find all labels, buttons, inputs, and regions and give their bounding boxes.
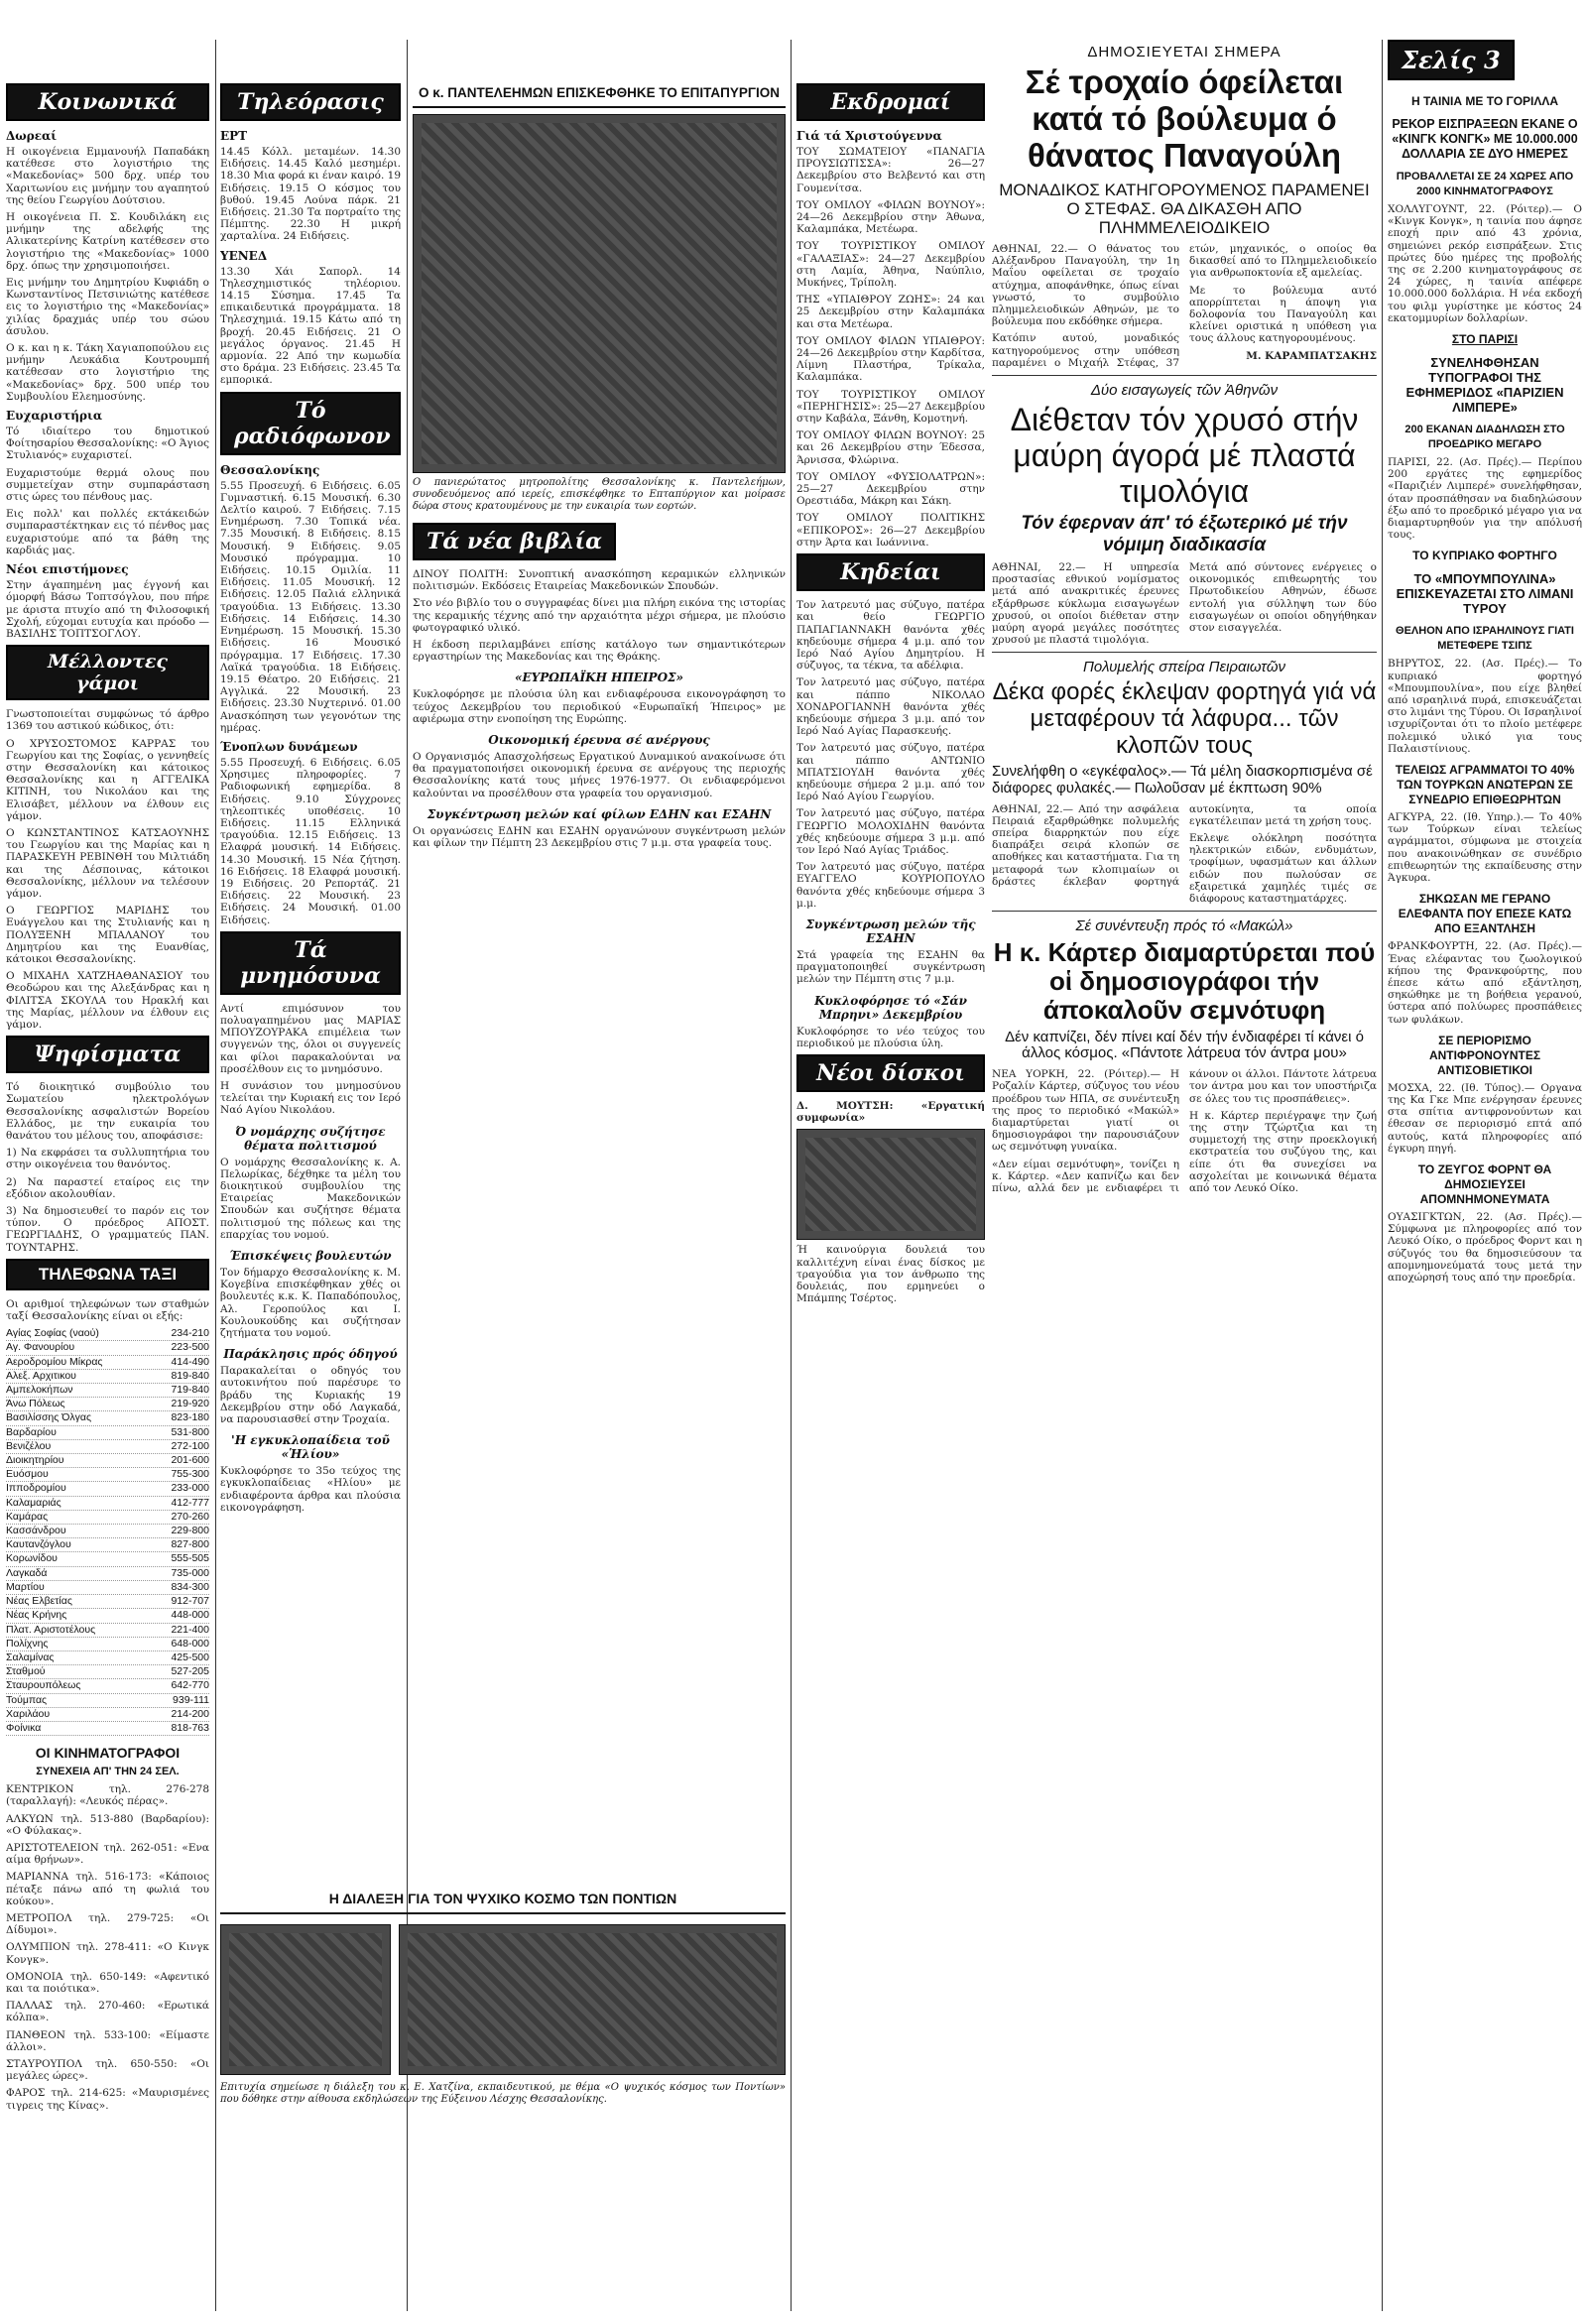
paragraph: ΑΡΙΣΤΟΤΕΛΕΙΟΝ τηλ. 262-051: «Ενα αίμα θρήνων». [6, 1841, 209, 1867]
taxi-station-name: Λαγκαδά [6, 1566, 48, 1579]
section-header-excursions: Εκδρομαί [796, 83, 985, 121]
paragraph: ΝΕΑ ΥΟΡΚΗ, 22. (Ρόιτερ).— Η Ροζαλίν Κάρτερ, σύζυγος του νέου προέδρου των ΗΠΑ, σε συνέντευξη της προς το περιοδικό «Μακώλ» διαμαρτύρεται γιατί οι δημοσιογράφοι την παρουσιάζουν ως σεμνότυφη γυναίκα. [992, 1068, 1179, 1154]
taxi-row [6, 1679, 209, 1693]
paragraph: Αντί επιμόσυνον του πολυαγαπημένου μας ΜΑΡΙΑΣ ΜΠΟΥΖΟΥΡΑΚΑ επιμέλεια των συγγενών της, όλοι οι συγγενείς και φίλοι παρακαλούνται να προσέλθουν εις το μνημόσυνο. [220, 1002, 401, 1075]
photo-audience [399, 1924, 786, 2075]
paragraph: ΑΘΗΝΑΙ, 22.— Ο θάνατος του Αλέξανδρου Παναγούλη, την 1η Μαΐου οφείλεται σε τροχαίο ατύχημα, αποφάνθηκε, όπως είναι γνωστό, το συμβούλιο πλημμελειοδικών Αθηνών, με το βούλευμα που εκδόθηκε σήμερα. [992, 242, 1179, 328]
taxi-phone: 272-100 [171, 1439, 209, 1452]
paragraph: Τον λατρευτό μας σύζυγο, πατέρα και πάππο ΝΙΚΟΛΑΟ ΧΟΝΔΡΟΓΙΑΝΝΗ θανόντα χθές κηδεύουμε σήμερα 3 μ.μ. από τον Ιερό Ναό Αγίας Παρασκευής. [796, 676, 985, 738]
photo-caption: Επιτυχία σημείωσε η διάλεξη του κ. Ε. Χατζίνα, εκπαιδευτικού, με θέμα «Ο ψυχικός κόσμος των Ποντίων» που δόθηκε στην αίθουσα εκδηλώσεων της Εύξεινου Λέσχης Θεσσαλονίκης. [220, 2082, 786, 2105]
brief-subhead: ΘΕΛΗΟΝ ΑΠΟ ΙΣΡΑΗΛΙΝΟΥΣ ΓΙΑΤΙ ΜΕΤΕΦΕΡΕ ΤΣΙΠΣ [1396, 625, 1574, 653]
photo-metropolitan [413, 114, 786, 473]
section-header-tv: Τηλεόρασις [220, 83, 401, 121]
banner-pantelehmon: Ο κ. ΠΑΝΤΕΛΕΗΜΩΝ ΕΠΙΣΚΕΦΘΗΚΕ ΤΟ ΕΠΙΤΑΠΥΡΓΙΟΝ [413, 79, 786, 108]
taxi-row [6, 1538, 209, 1552]
paragraph: Ο ΓΕΩΡΓΙΟΣ ΜΑΡΙΔΗΣ του Ευάγγελου και της Στυλιανής και η ΠΟΛΥΞΕΝΗ ΜΠΑΛΑΝΟΥ του Δημητρίου και της Ευανθίας, κάτοικοι Θεσσαλονίκης. [6, 905, 209, 965]
column-rule [791, 40, 792, 2311]
section-header-social: Κοινωνικά [6, 83, 209, 121]
taxi-row [6, 1525, 209, 1538]
brief-headline: ΤΟ ΖΕΥΓΟΣ ΦΟΡΝΤ ΘΑ ΔΗΜΟΣΙΕΥΣΕΙ ΑΠΟΜΝΗΜΟΝΕΥΜΑΤΑ [1417, 1162, 1552, 1206]
taxi-phone: 229-800 [171, 1525, 209, 1537]
taxi-row [6, 1482, 209, 1496]
taxi-station-name: Καλαμαριάς [6, 1496, 61, 1509]
byline: Μ. ΚΑΡΑΜΠΑΤΣΑΚΗΣ [1246, 349, 1377, 362]
paragraph: Ο Οργανισμός Απασχολήσεως Εργατικού Δυναμικού ανακοίνωσε ότι θα πραγματοποιήσει οικονομική έρευνα σε ανέργους της περιοχής Θεσσαλονίκης κατά τους μήνες 1976-1977. Οι ενδιαφερόμενοι καλούνται να προσέλθουν στα γραφεία του οργανισμού. [413, 751, 786, 799]
taxi-row [6, 1384, 209, 1398]
taxi-station-name: Διοικητηρίου [6, 1454, 64, 1467]
paragraph: 3) Να δημοσιευθεί το παρόν εις τον τύπον. Ο πρόεδρος ΑΠΟΣΤ. ΓΕΩΡΓΙΑΔΗΣ, Ο γραμματεύς ΠΑΝ. ΤΟΥΝΤΑΡΗΣ. [6, 1205, 209, 1254]
taxi-station-name: Χαριλάου [6, 1707, 51, 1720]
taxi-station-name: Κασσάνδρου [6, 1525, 66, 1537]
paragraph: ΤΟΥ ΟΜΙΛΟΥ ΠΟΛΙΤΙΚΗΣ «ΕΠΙΚΟΡΟΣ»: 26—27 Δεκεμβρίου στην Άρτα και Ιωάννινα. [796, 512, 985, 549]
column-briefs [1388, 40, 1582, 2316]
taxi-phone: 412-777 [171, 1496, 209, 1509]
taxi-station-name: Αλεξ. Αρχιτικου [6, 1369, 76, 1382]
photo-caption: Ο πανιερώτατος μητροπολίτης Θεσσαλονίκης κ. Παντελεήμων, συνοδευόμενος από ιερείς, επισκέφθηκε το Επταπύργιον και μοίρασε δώρα στους κρατουμένους με την ευκαιρία των εορτών. [413, 477, 786, 512]
heading-nomarchis: Ό νομάρχης συζήτησε θέματα πολιτισμού [235, 1124, 386, 1153]
taxi-phone: 648-000 [171, 1637, 209, 1650]
paragraph: ΦΡΑΝΚΦΟΥΡΤΗ, 22. (Ασ. Πρές).— Ένας ελέφαντας του ζωολογικού κήπου της Φρανκφούρτης, που έπεσε κάτω από εξάντληση, σηκώθηκε με τη βοήθεια γερανού, ύστερα από πολύωρες προσπάθειες των φυλάκων. [1388, 940, 1582, 1026]
paragraph: Ο ΧΡΥΣΟΣΤΟΜΟΣ ΚΑΡΡΑΣ του Γεωργίου και της Σοφίας, ο γεννηθείς στην Θεσσαλονίκη και κάτοικος Θεσσαλονίκης και η ΑΓΓΕΛΙΚΑ ΚΙΤΙΝΗ, του Νικολάου και της Ελισάβετ, μέλλουν να έλθουν εις γάμον. [6, 737, 209, 822]
taxi-row [6, 1426, 209, 1440]
taxi-station-name: Αεροδρομίου Μίκρας [6, 1355, 103, 1368]
paragraph: Ο κ. και η κ. Τάκη Χαγιαποπούλου εις μνήμην Λευκάδια Κουτρουμπή κατέθεσαν στο λογιστήριο της «Μακεδονίας» δρχ. 500 υπέρ του Συμβουλίου Ελεημοσύνης. [6, 342, 209, 403]
brief-title: Η ΤΑΙΝΙΑ ΜΕ ΤΟ ΓΟΡΙΛΛΑ [1410, 94, 1559, 108]
column-books [413, 79, 786, 1880]
taxi-row [6, 1398, 209, 1411]
paragraph: ΤΟΥ ΟΜΙΛΟΥ «ΦΙΛΩΝ ΒΟΥΝΟΥ»: 24—26 Δεκεμβρίου στην Άθωνα, Καλαμπάκα, Μετέωρα. [796, 198, 985, 236]
heading-esahn: Συγκέντρωση μελών τῆς ΕΣΑΗΝ [805, 917, 976, 945]
section-header-resolutions: Ψηφίσματα [6, 1036, 209, 1073]
taxi-row [6, 1708, 209, 1722]
taxi-station-name: Πολίχνης [6, 1637, 49, 1650]
brief-subhead: 200 ΕΚΑΝΑΝ ΔΙΑΔΗΛΩΣΗ ΣΤΟ ΠΡΟΕΔΡΙΚΟ ΜΕΓΑΡΟ [1404, 424, 1565, 451]
taxi-station-name: Πλατ. Αριστοτέλους [6, 1623, 96, 1636]
paragraph: ΜΑΡΙΑΝΝΑ τηλ. 516-173: «Κάποιος πέταξε πάνω από τη φωλιά του κούκου». [6, 1871, 209, 1907]
paragraph: ΚΕΝΤΡΙΚΟΝ τηλ. 276-278 (ταραλλαγή): «Λευκός πέρας». [6, 1783, 209, 1808]
paragraph: Εις μνήμην του Δημητρίου Κυφιάδη ο Κωνσταντίνος Πετσινιώτης κατέθεσε εις το λογιστήριο της «Μακεδονίας» χιλίας δραχμάς υπέρ του σώου άσυλου. [6, 277, 209, 337]
kicker: Πολυμελής σπείρα Πειραιωτῶν [1082, 659, 1286, 676]
taxi-station-name: Άνω Πόλεως [6, 1398, 65, 1410]
taxi-phone: 234-210 [171, 1327, 209, 1340]
taxi-phone: 233-000 [171, 1482, 209, 1495]
paragraph: Στην άγαπημένη μας έγγονή και όμορφή Βάσω Τοπτσόγλου, που πήρε με άριστα πτυχίο από τη Φιλοσοφική Σχολή, εύχομαι ευτυχία και πρόοδο — ΒΑΣΙΛΗΣ ΤΟΠΤΣΟΓΛΟΥ. [6, 579, 209, 640]
taxi-station-name: Αγ. Φανουρίου [6, 1341, 75, 1354]
paragraph: ΑΘΗΝΑΙ, 22.— Η υπηρεσία προστασίας εθνικού νομίσματος μετά από ανακριτικές έρευνες εξάρθρωσε κύκλωμα εισαγωγέων χρυσού, οι οποίοι διέθεταν στην μαύρη αγορά μεγάλες ποσότητες χρυσού με πλαστά τιμολόγια. [992, 561, 1179, 647]
taxi-row [6, 1454, 209, 1468]
paragraph: Δ. ΜΟΥΤΣΗ: «Εργατική συμφωνία» [796, 1099, 985, 1125]
paragraph: Τον λατρευτό μας σύζυγο, πατέρα και θείο ΓΕΩΡΓΙΟ ΠΑΠΑΓΙΑΝΝΑΚΗ θανόντα χθές κηδεύουμε σήμερα 4 μ.μ. από τον Ιερό Ναό Αγίου Δημητρίου. Η σύζυγος, τα τέκνα, τα αδέλφια. [796, 599, 985, 673]
taxi-phone: 642-770 [171, 1679, 209, 1692]
taxi-station-name: Αγίας Σοφίας (ναού) [6, 1327, 99, 1340]
headline-thieves: Δέκα φορές έκλεψαν φορτηγά γιά νά μεταφέρουν τά λάφυρα... τῶν κλοπῶν τους [992, 678, 1377, 760]
paragraph: Κατόπιν αυτού, μοναδικός κατηγορούμενος στην υπόθεση παραμένει ο Μιχαήλ Στέφας, 37 ετών, μηχανικός, ο οποίος θα δικασθεί από το Πλημμελειοδικείο για ανθρωποκτονία εξ αμελείας. [992, 242, 1377, 369]
taxi-row [6, 1468, 209, 1482]
paragraph: ΦΑΡΟΣ τηλ. 214-625: «Μαυρισμένες τιγρεις της Κίνας». [6, 2087, 209, 2112]
paragraph: ΑΛΚΥΩΝ τηλ. 513-880 (Βαρδαρίου): «Ο Φύλακας». [6, 1812, 209, 1837]
taxi-phone: 939-111 [173, 1693, 209, 1706]
taxi-phone: 425-500 [171, 1651, 209, 1663]
taxi-row [6, 1581, 209, 1595]
paragraph: ΤΟΥ ΣΩΜΑΤΕΙΟΥ «ΠΑΝΑΓΙΑ ΠΡΟΥΣΙΩΤΙΣΣΑ»: 26—27 Δεκεμβρίου στο Βελβεντό και στη Γουμενίτσα. [796, 146, 985, 194]
taxi-row [6, 1497, 209, 1511]
paragraph: ΑΘΗΝΑΙ, 22.— Από την ασφάλεια Πειραιά εξαρθρώθηκε πολυμελής σπείρα διαρρηκτών που είχε διαπράξει σειρά κλοπών σε αποθήκες και καταστήματα. Για τη μεταφορά των κλοπιμαίων οι δράστες έκλεβαν φορτηγά αυτοκίνητα, τα οποία εγκατέλειπαν μετά τη χρήση τους. [992, 802, 1377, 888]
paragraph: Η έκδοση περιλαμβάνει επίσης κατάλογο των σημαντικότερων εργαστηρίων της Μακεδονίας και της Θράκης. [413, 639, 786, 664]
paragraph: Με το βούλευμα αυτό απορρίπτεται η άποψη για δολοφονία του Παναγούλη και κλείνει οριστικά η υπόθεση για τους άλλους κατηγορουμένους. [1189, 284, 1377, 345]
taxi-station-name: Καυτανζόγλου [6, 1538, 71, 1551]
paragraph: ΠΑΝΘΕΟΝ τηλ. 533-100: «Είμαστε άλλοι». [6, 2028, 209, 2053]
paragraph: Κυκλοφόρησε το νέο τεύχος του περιοδικού με πλούσια ύλη. [796, 1025, 985, 1049]
paragraph: Τό διοικητικό συμβούλιο του Σωματείου ηλεκτρολόγων Θεσσαλονίκης ασφαλιστών Βορείου Ελλάδος, με την ευκαιρία του θανάτου του μέλους του, αποφάσισε: [6, 1081, 209, 1142]
taxi-phone: 735-000 [171, 1566, 209, 1579]
paragraph: Κυκλοφόρησε το 35ο τεύχος της εγκυκλοπαίδειας «Ηλίου» με ενδιαφέροντα άρθρα και πλούσια εικονογράφηση. [220, 1465, 401, 1514]
paragraph: ΟΥΑΣΙΓΚΤΩΝ, 22. (Ασ. Πρές).— Σύμφωνα με πληροφορίες από τον Λευκό Οίκο, ο πρόεδρος Φορντ και η σύζυγός του θα δημοσιεύσουν τα απομνημονεύματά τους μετά την αποχώρησή τους από την προεδρία. [1388, 1210, 1582, 1284]
taxi-station-name: Βαρδαρίου [6, 1425, 57, 1438]
section-header-cinemas: ΟΙ ΚΙΝΗΜΑΤΟΓΡΑΦΟΙ [35, 1745, 181, 1762]
heading-eucharist: Ευχαριστήρια [6, 409, 103, 424]
paragraph: Ευχαριστούμε θερμά ολους που συμμετείχαν στην συμπαράσταση στις ώρες του πένθους μας. [6, 466, 209, 504]
column-social [6, 79, 209, 2316]
taxi-phone: 221-400 [171, 1623, 209, 1636]
taxi-row [6, 1567, 209, 1581]
section-header-books: Τά νέα βιβλία [413, 523, 616, 560]
taxi-row [6, 1665, 209, 1679]
taxi-phone: 448-000 [171, 1609, 209, 1622]
taxi-row [6, 1624, 209, 1638]
photo-record-cover [796, 1129, 985, 1240]
paragraph: ΤΟΥ ΟΜΙΛΟΥ ΦΙΛΩΝ ΒΟΥΝΟΥ: 25 και 26 Δεκεμβρίου στην Έδεσσα, Άρνισσα, Φλώρινα. [796, 429, 985, 466]
headline-panagoulis: Σέ τροχαίο όφείλεται κατά τό βούλευμα ό θάνατος Παναγούλη [1025, 63, 1344, 174]
heading-european: «ΕΥΡΩΠΑΪΚΗ ΗΠΕΙΡΟΣ» [514, 671, 684, 685]
taxi-phone: 555-505 [171, 1552, 209, 1565]
column-main-news [992, 40, 1377, 2316]
paragraph: Ο νομάρχης Θεσσαλονίκης κ. Α. Πελωρίκας, δέχθηκε τα μέλη του διοικητικού συμβουλίου της Εταιρείας Μακεδονικών Σπουδών και συζήτησε θέματα πολιτισμού της πόλεως και της επαρχίας του νομού. [220, 1156, 401, 1241]
kicker: ΔΗΜΟΣΙΕΥΕΤΑΙ ΣΗΜΕΡΑ [1087, 44, 1282, 61]
bottom-lecture-block [220, 1885, 786, 2316]
taxi-phone: 827-800 [171, 1538, 209, 1551]
paragraph: ΣΤΑΥΡΟΥΠΟΛ τηλ. 650-550: «Οι μεγάλες ώρες». [6, 2057, 209, 2083]
taxi-station-name: Καμάρας [6, 1510, 49, 1523]
taxi-station-name: Κορωνίδου [6, 1552, 58, 1565]
taxi-station-name: Σαλαμίνας [6, 1651, 55, 1663]
paragraph: ΤΟΥ ΟΜΙΛΟΥ ΦΙΛΩΝ ΥΠΑΙΘΡΟΥ: 24—26 Δεκεμβρίου στην Καρδίτσα, Λίμνη Πλαστήρα, Τρίκαλα, Καλαμπάκα. [796, 334, 985, 384]
taxi-phone: 201-600 [171, 1454, 209, 1467]
taxi-phone: 214-200 [171, 1707, 209, 1720]
paragraph: Μετά από σύντονες ενέργειες ο οικονομικός επιθεωρητής του Πρωτοδικείου Αθηνών, έδωσε εντολή για σύλληψη των δύο εισαγωγέων οι οποίοι οδηγήθηκαν στον εισαγγελέα. [1189, 561, 1377, 635]
paragraph: Στο νέο βιβλίο του ο συγγραφέας δίνει μια πλήρη εικόνα της ιστορίας της κεραμικής τέχνης από την αρχαιότητα μέχρι σήμερα, με πλούσιο φωτογραφικό υλικό. [413, 597, 786, 634]
heading-gathering: Συγκέντρωση μελών καί φίλων ΕΔΗΝ και ΕΣΑΗΝ [427, 806, 772, 821]
taxi-row [6, 1722, 209, 1736]
paragraph: ΑΓΚΥΡΑ, 22. (Ιθ. Υπηρ.).— Το 40% των Τούρκων είναι τελείως αγράμματοι, σύμφωνα με στοιχεία που ανακοινώθηκαν σε συνέδριο επιθεωρητών της εκπαίδευσης στην Άγκυρα. [1388, 811, 1582, 885]
taxi-station-name: Σταυρουπόλεως [6, 1679, 81, 1692]
cinema-subtitle: ΣΥΝΕΧΕΙΑ ΑΠ' ΤΗΝ 24 ΣΕΛ. [36, 1766, 180, 1778]
heading-request: Παράκλησις πρός όδηγού [223, 1347, 398, 1362]
paragraph: ΜΕΤΡΟΠΟΛ τηλ. 279-725: «Οι Δίδυμοι». [6, 1911, 209, 1937]
taxi-row [6, 1356, 209, 1370]
section-header-taxi: ΤΗΛΕΦΩΝΑ ΤΑΞΙ [6, 1259, 209, 1290]
paragraph: 5.55 Προσευχή. 6 Ειδήσεις. 6.05 Γυμναστική. 6.15 Μουσική. 6.30 Δελτίο καιρού. 7 Ειδήσεις. 7.15 Ενημέρωση. 7.30 Τοπικά νέα. 7.35 Μουσική. 8 Ειδήσεις. 8.15 Μουσική. 9 Ειδήσεις. 9.05 Μουσικό πρόγραμμα. 10 Ειδήσεις. 10.15 Ομιλία. 11 Ειδήσεις. 11.05 Μουσική. 12 Ειδήσεις. 12.05 Παλιά ελληνικά τραγούδια. 13 Ειδήσεις. 13.30 Ειδήσεις. 14 Ειδήσεις. 14.30 Ενημέρωση. 15 Μουσική. 15.30 Ειδήσεις. 16 Μουσικό πρόγραμμα. 17 Ειδήσεις. 17.30 Λαϊκά τραγούδια. 18 Ειδήσεις. 19.15 Θέατρο. 20 Ειδήσεις. 21 Αγγλικά. 22 Μουσική. 23 Ειδήσεις. 23.30 Νυχτερινό. 01.00 Ανασκόπηση των γεγονότων της ημέρας. [220, 479, 401, 734]
section-header-records: Νέοι δίσκοι [796, 1054, 985, 1092]
column-excursions [796, 79, 985, 2316]
taxi-phone: 219-920 [171, 1398, 209, 1410]
taxi-phone: 823-180 [171, 1411, 209, 1424]
headline-carter: Η κ. Κάρτερ διαμαρτύρεται πού οἱ δημοσιογράφοι τήν άποκαλοῦν σεμνότυφη [993, 937, 1376, 1026]
brief-title: ΤΟ ΚΥΠΡΙΑΚΟ ΦΟΡΤΗΓΟ [1412, 549, 1557, 563]
paragraph: Οι αριθμοί τηλεφώνων των σταθμών ταξί Θεσσαλονίκης είναι οι εξής: [6, 1297, 209, 1323]
subhead: Τόν έφερναν άπ' τό έξωτερικό μέ τήν νόμιμη διαδικασία [1021, 513, 1348, 555]
taxi-station-name: Νέας Ελβετίας [6, 1595, 72, 1608]
section-header-funerals: Κηδείαι [796, 553, 985, 591]
paragraph: Τον λατρευτό μας σύζυγο, πατέρα ΓΕΩΡΓΙΟ ΜΟΛΟΧΙΔΗΝ θανόντα χθές κηδεύουμε σήμερα 3 μ.μ. από τον Ιερό Ναό Αγίας Τριάδος. [796, 807, 985, 856]
paragraph: Κυκλοφόρησε με πλούσια ύλη και ενδιαφέρουσα εικονογράφηση το τεύχος Δεκεμβρίου του περιοδικού «Ευρωπαϊκή Ήπειρος» με αφιέρωμα στην ενοποίηση της Ευρώπης. [413, 688, 786, 725]
subhead: ΜΟΝΑΔΙΚΟΣ ΚΑΤΗΓΟΡΟΥΜΕΝΟΣ ΠΑΡΑΜΕΝΕΙ Ο ΣΤΕΦΑΣ. ΘΑ ΔΙΚΑΣΘΗ ΑΠΟ ΠΛΗΜΜΕΛΕΙΟΔΙΚΕΙΟ [999, 180, 1370, 237]
paragraph: Ο ΜΙΧΑΗΛ ΧΑΤΖΗΑΘΑΝΑΣΙΟΥ του Θεοδώρου και της Αλεξάνδρας και η ΦΙΛΙΤΣΑ ΣΚΟΥΛΑ του Ηρακλή και της Μαρίας, μέλλουν να έλθουν εις γάμον. [6, 970, 209, 1031]
taxi-phone: 223-500 [171, 1341, 209, 1354]
taxi-station-name: Μαρτίου [6, 1580, 45, 1593]
paragraph: ΔΙΝΟΥ ΠΟΛΙΤΗ: Συνοπτική ανασκόπηση κεραμικών ελληνικών πολιτισμών. Εκδόσεις Εταιρείας Μακεδονικών Σπουδών. [413, 568, 786, 593]
taxi-station-name: Φοίνικα [6, 1721, 42, 1734]
taxi-phone: 527-205 [171, 1665, 209, 1678]
paragraph: ΤΗΣ «ΥΠΑΙΘΡΟΥ ΖΩΗΣ»: 24 και 25 Δεκεμβρίου στην Καλαμπάκα και στα Μετέωρα. [796, 294, 985, 330]
brief-headline: ΤΕΛΕΙΩΣ ΑΓΡΑΜΜΑΤΟΙ ΤΟ 40% ΤΩΝ ΤΟΥΡΚΩΝ ΑΝΩΤΕΡΩΝ ΣΕ ΣΥΝΕΔΡΙΟ ΕΠΙΘΕΩΡΗΤΩΝ [1395, 763, 1575, 807]
brief-headline: ΣΥΝΕΛΗΦΘΗΣΑΝ ΤΥΠΟΓΡΑΦΟΙ ΤΗΣ ΕΦΗΜΕΡΙΔΟΣ «ΠΑΡΙΖΙΕΝ ΛΙΜΠΕΡΕ» [1405, 355, 1564, 416]
paragraph: Τον δήμαρχο Θεσσαλονίκης κ. Μ. Κογεβίνα επισκέφθηκαν χθές οι βουλευτές κ.κ. Κ. Παπαδόπουλος, Αλ. Γεροπούλος και Ι. Κουλουκούδης και συζήτησαν ζητήματα του νομού. [220, 1267, 401, 1340]
taxi-row [6, 1638, 209, 1651]
section-header-memorials: Τά μνημόσυνα [220, 931, 401, 995]
paragraph: ΠΑΡΙΣΙ, 22. (Ασ. Πρές).— Περίπου 200 εργάτες της εφημερίδος «Παριζιέν Λιμπερέ» συνελήφθησαν, όταν προσπάθησαν να διαδηλώσουν έξω από το προεδρικό μέγαρο για να διαμαρτυρηθούν για την απόλυσή τους. [1388, 456, 1582, 542]
paragraph: ΟΜΟΝΟΙΑ τηλ. 650-149: «Αφεντικό και τα ποιότικα». [6, 1970, 209, 1995]
subhead: Συνελήφθη ο «εγκέφαλος».— Τά μέλη διασκορπισμένα σέ διάφορες φυλακές.— Πωλοῦσαν μέ έκπτωση 90% [992, 763, 1373, 796]
paragraph: 5.55 Προσευχή. 6 Ειδήσεις. 6.05 Χρησιμες πληροφορίες. 7 Ραδιοφωνική εφημερίδα. 8 Ειδήσεις. 9.10 Σύγχρονες τηλεοπτικές υποθέσεις. 10 Ειδήσεις. 11.15 Ελληνικά τραγούδια. 12.15 Ειδήσεις. 13 Ελαφρά μουσική. 14 Ειδήσεις. 14.30 Μουσική. 15 Νέα ζήτηση. 16 Ειδήσεις. 18 Ελαφρά μουσική. 19 Ειδήσεις. 20 Ρεπορτάζ. 21 Ειδήσεις. 22 Μουσική. 23 Ειδήσεις. 24 Μουσική. 01.00 Ειδήσεις. [220, 756, 401, 926]
column-tv-radio [220, 79, 401, 1880]
paragraph: Εκλεψε ολόκληρη ποσότητα ηλεκτρικών ειδών, ενδυμάτων, τροφίμων, υφασμάτων και άλλων ειδών που πωλούσαν σε εξαιρετικά χαμηλές τιμές σε διάφορους καταστηματάρχες. [1189, 832, 1377, 906]
paragraph: Οι οργανώσεις ΕΔΗΝ και ΕΣΑΗΝ οργανώνουν συγκέντρωση μελών και φίλων την Πέμπτη 23 Δεκεμβρίου στις 7 μ.μ. στα γραφεία τους. [413, 824, 786, 850]
paragraph: Παρακαλείται ο οδηγός του αυτοκινήτου πού παρέσυρε το βράδυ της Κυριακής 19 Δεκεμβρίου στην οδό Λαγκαδά, να παρουσιασθεί στην Τροχαία. [220, 1365, 401, 1426]
taxi-station-name: Αμπελοκήπων [6, 1384, 73, 1397]
taxi-station-name: Σταθμού [6, 1665, 46, 1678]
paragraph: ΤΟΥ ΟΜΙΛΟΥ «ΦΥΣΙΟΛΑΤΡΩΝ»: 25—27 Δεκεμβρίου στην Ορεστιάδα, Μάκρη και Σάκη. [796, 470, 985, 508]
paragraph: 1) Να εκφράσει τα συλλυπητήρια του στην οικογένεια του θανόντος. [6, 1147, 209, 1171]
heading-christmas: Γιά τά Χριστούγεννα [796, 129, 942, 143]
taxi-row [6, 1370, 209, 1384]
headline-gold: Διέθεταν τόν χρυσό στήν μαύρη άγορά μέ πλαστά τιμολόγια [1010, 401, 1359, 509]
paragraph: Η οικογένεια Εμμανουήλ Παπαδάκη κατέθεσε στο λογιστήριο της «Μακεδονίας» 500 δρχ. υπέρ του Χαριτωνίου εις μνήμην του αγαπητού της θείου Γεωργίου Δούτσιου. [6, 146, 209, 206]
paragraph: 13.30 Χάι Σαπορλ. 14 Τηλεσχημιστικός τηλέοριου. 14.15 Σύσημα. 17.45 Τα επικαιδευτικά προγράμματα. 18 Τηλεσχημιά. 19.15 Κάτω από τη βροχή. 20.45 Ειδήσεις. 21 Ο μεγάλος όργανος. 21.45 Η αρμονία. 22 Από την κωμωδία στο δράμα. 23 Ειδήσεις. 23.45 Τα εμπορικά. [220, 265, 401, 387]
brief-headline: ΡΕΚΟΡ ΕΙΣΠΡΑΞΕΩΝ ΕΚΑΝΕ Ο «ΚΙΝΓΚ ΚΟΝΓΚ» ΜΕ 10.000.000 ΔΟΛΛΑΡΙΑ ΣΕ ΔΥΟ ΗΜΕΡΕΣ [1392, 117, 1578, 161]
paragraph: Η συνάσιον του μνημοσύνου τελείται την Κυριακή εις τον Ιερό Ναό Αγίου Νικολάου. [220, 1079, 401, 1117]
paragraph: 2) Να παραστεί εταίρος εις την εξόδιον ακολουθίαν. [6, 1175, 209, 1200]
section-header-weddings: Μέλλοντες γάμοι [6, 645, 209, 700]
paragraph: ΤΟΥ ΤΟΥΡΙΣΤΙΚΟΥ ΟΜΙΛΟΥ «ΓΑΛΑΞΙΑΣ»: 24—27 Δεκεμβρίου στη Λαμία, Άθηνα, Ναύπλιο, Μυκήνες, Τρίπολη. [796, 240, 985, 290]
taxi-station-name: Ευόσμου [6, 1468, 49, 1481]
taxi-list [6, 1327, 209, 1736]
heading-armed-forces: Ένοπλων δυνάμεων [220, 739, 358, 754]
column-rule [215, 40, 216, 2311]
heading-magazine: Κυκλοφόρησε τό «Σάν Μπρηνι» Δεκεμβρίου [814, 993, 967, 1022]
paragraph: Ή καινούργια δουλειά του καλλιτέχνη είναι ένας δίσκος με τραγούδια για τον άνθρωπο της δουλειάς, που ερμηνεύει ο Μπάμπης Τσέρτος. [796, 1244, 985, 1305]
column-rule [1382, 40, 1383, 2311]
paragraph: Τον λατρευτό μας σύζυγο, πατέρα και πάππο ΑΝΤΩΝΙΟ ΜΠΑΤΣΙΟΥΔΗ θανόντα χθές κηδεύουμε σήμερα 2 μ.μ. από τον Ιερό Ναό Αγίου Γεωργίου. [796, 742, 985, 803]
heading-yened: ΥΕΝΕΔ [220, 248, 268, 263]
taxi-row [6, 1595, 209, 1609]
taxi-phone: 414-490 [171, 1355, 209, 1368]
heading-doreai: Δωρεαί [6, 129, 58, 143]
heading-thessaloniki: Θεσσαλονίκης [220, 462, 320, 477]
paragraph: Γνωστοποιείται συμφώνως τό άρθρο 1369 του αστικού κώδικος, ότι: [6, 708, 209, 733]
brief-headline: ΣΗΚΩΣΑΝ ΜΕ ΓΕΡΑΝΟ ΕΛΕΦΑΝΤΑ ΠΟΥ ΕΠΕΣΕ ΚΑΤΩ ΑΠΟ ΕΞΑΝΤΛΗΣΗ [1398, 892, 1572, 936]
taxi-phone: 755-300 [171, 1468, 209, 1481]
taxi-row [6, 1552, 209, 1566]
paragraph: «Δεν είμαι σεμνότυφη», τονίζει η κ. Κάρτερ. «Δεν καπνίζω και δεν πίνω, αλλά δεν με ενδιαφέρει τι κάνουν οι άλλοι. Πάντοτε λάτρευα τον άντρα μου και τον υποστήριζα σε όλες του τις προσπάθειες». [992, 1068, 1377, 1195]
taxi-phone: 818-763 [171, 1721, 209, 1734]
page-number-header: Σελίς 3 [1388, 40, 1515, 80]
paragraph: ΟΛΥΜΠΙΟΝ τηλ. 278-411: «Ο Κινγκ Κονγκ». [6, 1941, 209, 1966]
taxi-row [6, 1341, 209, 1355]
taxi-station-name: Βενιζέλου [6, 1439, 52, 1452]
kicker: Δύο εισαγωγείς τῶν Ἀθηνῶν [1090, 381, 1279, 399]
taxi-phone: 270-260 [171, 1510, 209, 1523]
paragraph: Τον λατρευτό μας σύζυγο, πατέρα ΕΥΑΓΓΕΛΟ ΚΟΥΡΙΟΠΟΥΛΟ θανόντα χθές κηδεύουμε σήμερα 3 μ.μ. [796, 861, 985, 910]
taxi-station-name: Νέας Κρήνης [6, 1609, 67, 1622]
taxi-phone: 912-707 [171, 1595, 209, 1608]
taxi-row [6, 1609, 209, 1623]
taxi-station-name: Ιπποδρομίου [6, 1482, 66, 1495]
photo-lecturer [220, 1924, 391, 2075]
paragraph: Η οικογένεια Π. Σ. Κουδιλάκη εις μνήμην της αδελφής της Αλικατερίνης Κατρίνη κατέθεσεν στο λογιστήριο της «Μακεδονίας» 1000 δρχ. όπως την χρησιμοποιήσει. [6, 211, 209, 272]
paragraph: 14.45 Κόλλ. μεταμέων. 14.30 Ειδήσεις. 14.45 Καλό μεσημέρι. 18.30 Μια φορά κι έναν καιρό. 19 Ειδήσεις. 19.15 Ο κόσμος του βυθού. 19.45 Λούνα πάρκ. 21 Ειδήσεις. 21.30 Τα πορτραίτο της Πέμπτης. 22.30 Η μικρή χαρταλίνα. 24 Ειδήσεις. [220, 146, 401, 243]
paragraph: Η κ. Κάρτερ περιέγραψε την ζωή της στην Τζώρτζια και τη συμμετοχή της στην προεκλογική εκστρατεία του συζύγου της, και είπε ότι θα συνεχίσει να ασχολείται με κοινωνικά θέματα από τον Λευκό Οίκο. [1189, 1109, 1377, 1195]
paragraph: Ο ΚΩΝΣΤΑΝΤΙΝΟΣ ΚΑΤΣΑΟΥΝΗΣ του Γεωργίου και της Μαρίας και η ΠΑΡΑΣΚΕΥΗ ΡΕΒΙΝΘΗ του Μιλτιάδη και της Δέσποινας, κάτοικοι Θεσσαλονίκης, μέλλουν να τελέσουν γάμον. [6, 826, 209, 900]
subhead: Δέν καπνίζει, δέν πίνει καί δέν τήν ένδιαφέρει τί κάνει ό άλλος κόσμος. «Πάντοτε λάτρευα τόν άντρα μου» [1005, 1028, 1364, 1062]
paragraph: ΜΟΣΧΑ, 22. (Ιθ. Τύπος).— Οργανα της Κα Γκε Μπε ενέργησαν έρευνες στα σπίτια αντιφρονούντων και έθεσαν σε περιορισμό επτά από αυτούς, κατά πληροφορίες από έγκυρη πηγή. [1388, 1081, 1582, 1155]
taxi-row [6, 1327, 209, 1341]
banner-lecture: Η ΔΙΑΛΕΞΗ ΓΙΑ ΤΟΝ ΨΥΧΙΚΟ ΚΟΣΜΟ ΤΩΝ ΠΟΝΤΙΩΝ [220, 1885, 786, 1914]
heading-visits: Έπισκέψεις βουλευτών [229, 1249, 392, 1264]
paragraph: ΧΟΛΛΥΓΟΥΝΤ, 22. (Ρόιτερ).— Ο «Κινγκ Κονγκ», η ταινία που άφησε εποχή πριν από 43 χρόνια, σημειώνει ρεκόρ εισπράξεων. Στις πρώτες δύο ημέρες της προβολής της σε 2.200 κινηματογράφους σε 24 χώρες, η ταινία απέφερε 10.000.000 δολλάρια. Η νέα εκδοχή του φιλμ γυρίστηκε με κόστος 24 εκατομμυρίων δολλαρίων. [1388, 203, 1582, 324]
taxi-phone: 819-840 [171, 1369, 209, 1382]
paragraph: Εις πολλ' και πολλές εκτάκειδών συμπαραστέκτηκαν εις τό πένθος μας ευχαριστούμε από τα βάθη της καρδιάς μας. [6, 508, 209, 556]
brief-subhead: ΠΡΟΒΑΛΛΕΤΑΙ ΣΕ 24 ΧΩΡΕΣ ΑΠΟ 2000 ΚΙΝΗΜΑΤΟΓΡΑΦΟΥΣ [1396, 171, 1574, 197]
paragraph: Τό ιδιαίτερο του δημοτικού Φοίτησαρίου Θεσσαλονίκης: «Ο Άγιος Στυλιανός» ευχαριστεί. [6, 426, 209, 462]
brief-headline: ΣΕ ΠΕΡΙΟΡΙΣΜΟ ΑΝΤΙΦΡΟΝΟΥΝΤΕΣ ΑΝΤΙΣΟΒΙΕΤΙΚΟΙ [1428, 1033, 1541, 1077]
heading-encyclopedia: 'Η εγκυκλοπαίδεια τοῦ «Ἡλίου» [231, 1433, 390, 1462]
taxi-row [6, 1694, 209, 1708]
paragraph: ΤΟΥ ΤΟΥΡΙΣΤΙΚΟΥ ΟΜΙΛΟΥ «ΠΕΡΗΓΗΣΙΣ»: 25—27 Δεκεμβρίου στην Καβάλα, Ξάνθη, Κομοτηνή. [796, 388, 985, 426]
paragraph: Στά γραφεία της ΕΣΑΗΝ θα πραγματοποιηθεί συγκέντρωση μελών την Πέμπτη στις 7 μ.μ. [796, 948, 985, 986]
brief-headline: ΤΟ «ΜΠΟΥΜΠΟΥΛΙΝΑ» ΕΠΙΣΚΕΥΑΖΕΤΑΙ ΣΤΟ ΛΙΜΑΝΙ ΤΥΡΟΥ [1396, 571, 1574, 617]
section-header-radio: Τό ραδιόφωνον [220, 392, 401, 455]
heading-economic-survey: Οικονομική έρευνα σέ ανέργους [488, 733, 710, 748]
heading-neoi: Νέοι επιστήμονες [6, 562, 129, 577]
taxi-row [6, 1440, 209, 1454]
paragraph: ΠΑΛΛΑΣ τηλ. 270-460: «Ερωτικά κόλπα». [6, 2000, 209, 2024]
taxi-phone: 719-840 [171, 1384, 209, 1397]
brief-title: ΣΤΟ ΠΑΡΙΣΙ [1451, 332, 1519, 347]
taxi-station-name: Βασιλίσσης Όλγας [6, 1411, 92, 1424]
taxi-row [6, 1411, 209, 1425]
kicker: Σέ συνέντευξη πρός τό «Μακώλ» [1075, 917, 1293, 935]
taxi-row [6, 1651, 209, 1665]
taxi-phone: 834-300 [171, 1580, 209, 1593]
taxi-station-name: Τούμπας [6, 1693, 48, 1706]
heading-ert: ΕΡΤ [220, 129, 248, 143]
paragraph: ΒΗΡΥΤΟΣ, 22. (Ασ. Πρές).— Το κυπριακό φορτηγό «Μπουμπουλίνα», που είχε βληθεί από ισραηλινά πυρά, επισκευάζεται στο λιμάνι της Τύρου. Οι Ισραηλινοί ισχυρίζονται ότι το πλοίο μετέφερε πολεμικό υλικό για τους Παλαιστίνιους. [1388, 658, 1582, 755]
taxi-row [6, 1511, 209, 1525]
taxi-phone: 531-800 [171, 1425, 209, 1438]
